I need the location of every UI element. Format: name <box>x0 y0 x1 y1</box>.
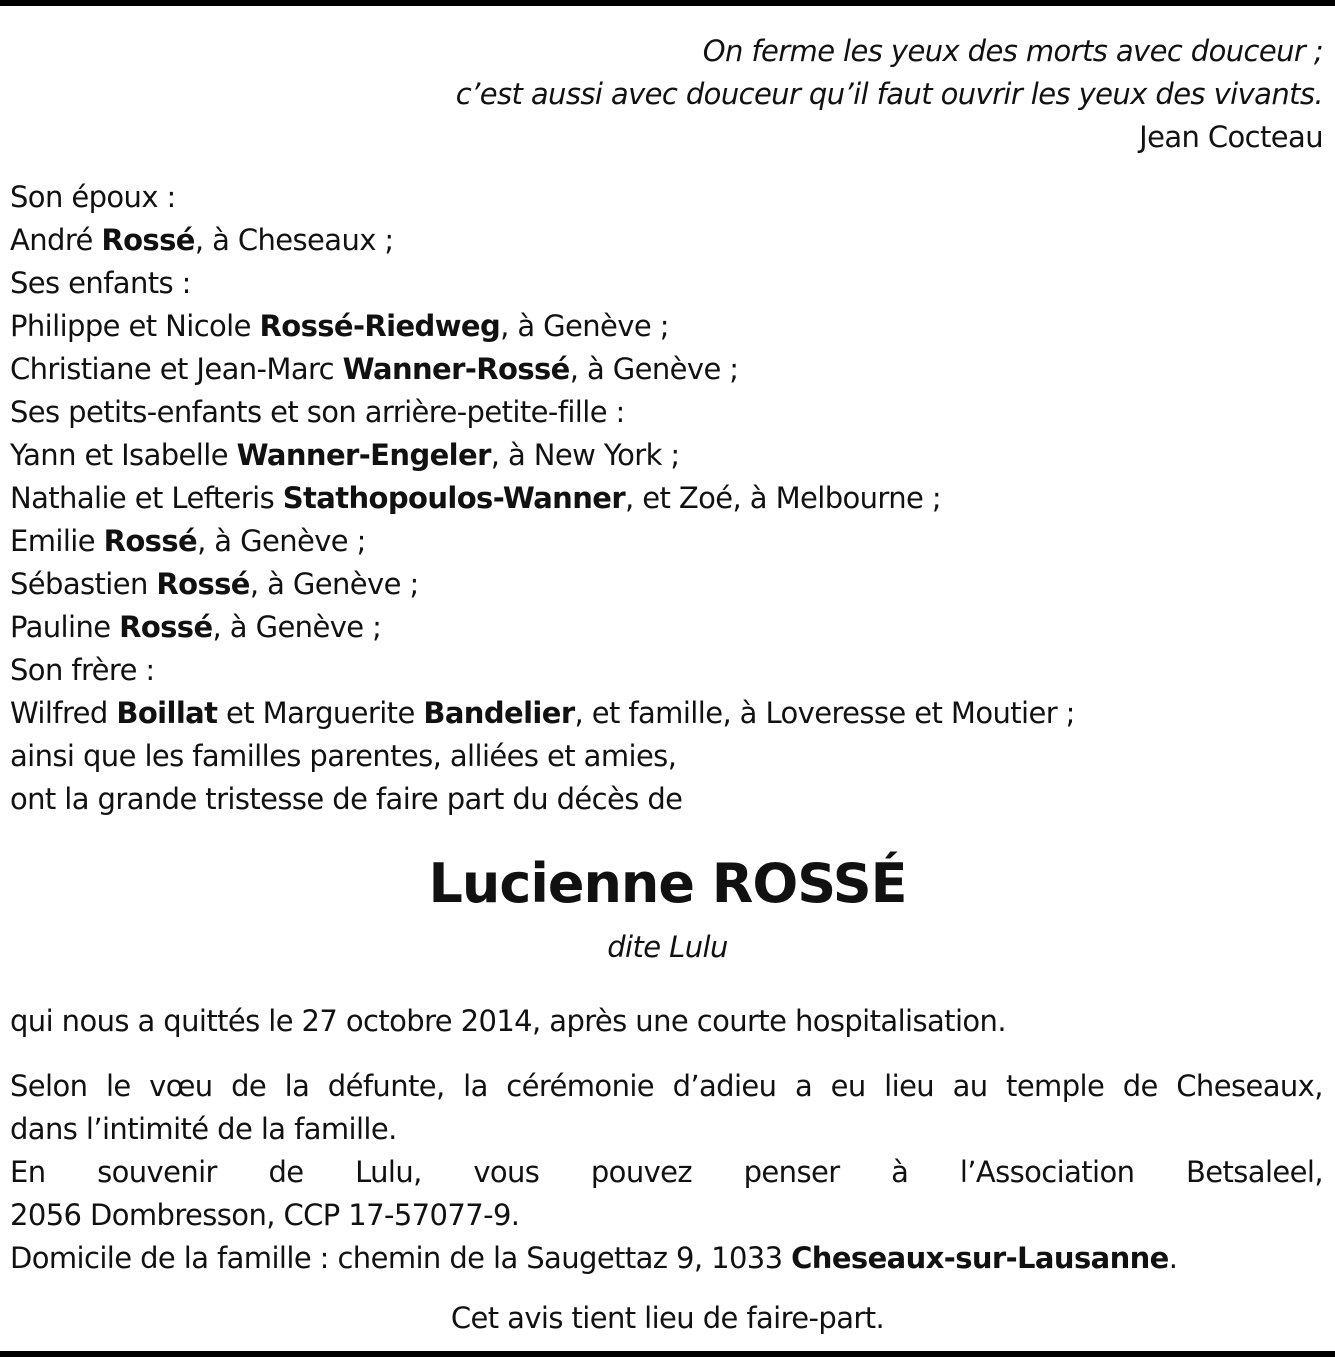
domicile-line <box>10 1237 1323 1280</box>
top-rule <box>0 0 1335 6</box>
word: au <box>952 1069 988 1103</box>
ceremony-block <box>10 1065 1323 1280</box>
word: eu <box>830 1069 866 1103</box>
passing-text <box>10 1000 1323 1043</box>
word: vous <box>473 1155 540 1189</box>
family-line <box>10 262 1075 305</box>
word: cérémonie <box>506 1069 655 1103</box>
family-text: , à Genève ; <box>500 309 669 343</box>
word: défunte, <box>327 1069 445 1103</box>
souvenir-line-1 <box>10 1151 1323 1194</box>
word: de <box>1122 1069 1158 1103</box>
ceremony-line-2: dans l’intimité de la famille. <box>10 1112 397 1146</box>
bottom-rule <box>0 1351 1335 1357</box>
word: de <box>268 1155 304 1189</box>
family-text: Wilfred <box>10 696 117 730</box>
footer-note: Cet avis tient lieu de faire-part. <box>450 1301 885 1335</box>
family-surname: Rossé-Riedweg <box>259 309 501 343</box>
family-text: Pauline <box>10 610 120 644</box>
family-text: Ses petits-enfants et son arrière-petite-fille : <box>10 395 625 429</box>
word: En <box>10 1155 46 1189</box>
word: lieu <box>884 1069 935 1103</box>
word: d’adieu <box>672 1069 777 1103</box>
family-line <box>10 692 1075 735</box>
family-text: Son époux : <box>10 180 176 214</box>
deceased-name: Lucienne ROSSÉ <box>428 852 907 915</box>
family-text: Nathalie et Lefteris <box>10 481 283 515</box>
family-surname: Rossé <box>119 610 213 644</box>
family-line <box>10 649 1075 692</box>
word: a <box>794 1069 813 1103</box>
word: pouvez <box>590 1155 693 1189</box>
family-line <box>10 563 1075 606</box>
word: la <box>284 1069 310 1103</box>
family-text: , à Cheseaux ; <box>194 223 394 257</box>
family-line <box>10 434 1075 477</box>
family-text: , et famille, à Loveresse et Moutier ; <box>574 696 1075 730</box>
family-line <box>10 219 1075 262</box>
family-list <box>10 176 1075 821</box>
family-surname: Boillat <box>116 696 218 730</box>
word: le <box>105 1069 131 1103</box>
word: de <box>231 1069 267 1103</box>
passing-line: qui nous a quittés le 27 octobre 2014, après une courte hospitalisation. <box>10 1004 1006 1038</box>
word: temple <box>1006 1069 1105 1103</box>
deceased-nickname: dite Lulu <box>607 930 728 964</box>
word: Betsaleel, <box>1185 1155 1323 1189</box>
family-text: Emilie <box>10 524 104 558</box>
word: Selon <box>10 1069 88 1103</box>
family-text: , à New York ; <box>490 438 680 472</box>
family-line <box>10 477 1075 520</box>
family-text: ainsi que les familles parentes, alliées et amies, <box>10 739 677 773</box>
family-line <box>10 305 1075 348</box>
epigraph-line-1: On ferme les yeux des morts avec douceur ; <box>702 34 1323 68</box>
family-text: , à Genève ; <box>197 524 366 558</box>
epigraph-line-2: c’est aussi avec douceur qu’il faut ouvrir les yeux des vivants. <box>455 77 1323 111</box>
epigraph <box>456 30 1323 159</box>
family-line <box>10 348 1075 391</box>
family-text: , et Zoé, à Melbourne ; <box>625 481 942 515</box>
family-surname: Wanner-Rossé <box>342 352 570 386</box>
family-surname: Bandelier <box>423 696 575 730</box>
family-line <box>10 391 1075 434</box>
family-text: Christiane et Jean-Marc <box>10 352 343 386</box>
family-line <box>10 778 1075 821</box>
epigraph-author: Jean Cocteau <box>1139 120 1323 154</box>
family-text: , à Genève ; <box>212 610 382 644</box>
ceremony-line-1 <box>10 1065 1323 1108</box>
family-text: Ses enfants : <box>10 266 191 300</box>
family-text: André <box>10 223 102 257</box>
family-surname: Stathopoulos-Wanner <box>282 481 626 515</box>
family-line <box>10 606 1075 649</box>
word: Lulu, <box>355 1155 422 1189</box>
word: l’Association <box>959 1155 1135 1189</box>
family-line <box>10 176 1075 219</box>
family-surname: Wanner-Engeler <box>236 438 491 472</box>
family-text: , à Genève ; <box>569 352 739 386</box>
family-surname: Rossé <box>156 567 250 601</box>
family-text: Son frère : <box>10 653 155 687</box>
family-line <box>10 735 1075 778</box>
family-surname: Rossé <box>103 524 198 558</box>
family-text: Sébastien <box>10 567 157 601</box>
word: penser <box>743 1155 840 1189</box>
family-surname: Rossé <box>101 223 195 257</box>
word: souvenir <box>97 1155 217 1189</box>
domicile-prefix: Domicile de la famille : chemin de la Saugettaz 9, 1033 <box>10 1241 792 1275</box>
word: vœu <box>149 1069 213 1103</box>
family-text: Yann et Isabelle <box>10 438 237 472</box>
word: Cheseaux, <box>1176 1069 1323 1103</box>
word: à <box>891 1155 909 1189</box>
domicile-place: Cheseaux-sur-Lausanne <box>791 1241 1169 1275</box>
family-text: , à Genève ; <box>249 567 419 601</box>
family-text: Philippe et Nicole <box>10 309 260 343</box>
family-text: et Marguerite <box>217 696 424 730</box>
family-line <box>10 520 1075 563</box>
family-text: ont la grande tristesse de faire part du décès de <box>10 782 683 816</box>
souvenir-line-2: 2056 Dombresson, CCP 17-57077-9. <box>10 1198 520 1232</box>
word: la <box>463 1069 488 1103</box>
domicile-suffix: . <box>1168 1241 1178 1275</box>
